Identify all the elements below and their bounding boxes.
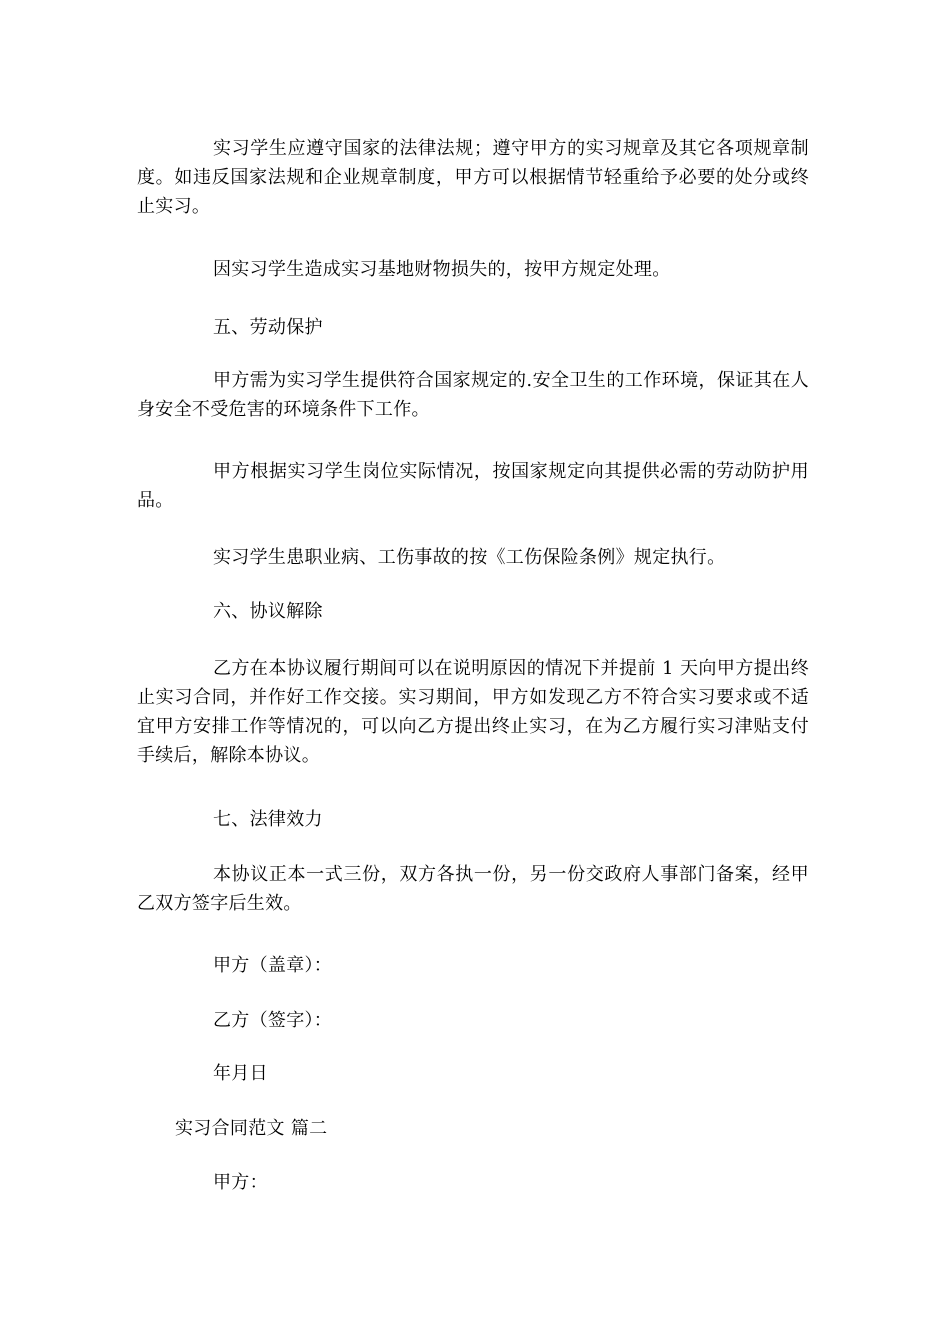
section-heading-part-two: 实习合同范文 篇二 (175, 1118, 328, 1139)
paragraph-injury-insurance: 实习学生患职业病、工伤事故的按《工伤保险条例》规定执行。 (213, 547, 726, 568)
heading-labor-protection: 五、劳动保护 (213, 317, 323, 338)
paragraph-rules-compliance: 实习学生应遵守国家的法律法规；遵守甲方的实习规章及其它各项规章制度。如违反国家法规和企业规章制度，甲方可以根据情节轻重给予必要的处分或终止实习。 (137, 138, 809, 217)
signature-party-a: 甲方（盖章）： (213, 955, 333, 976)
heading-legal-effect: 七、法律效力 (213, 809, 323, 830)
paragraph-protective-equipment: 甲方根据实习学生岗位实际情况，按国家规定向其提供必需的劳动防护用品。 (137, 461, 809, 511)
signature-party-b: 乙方（签字）： (213, 1010, 333, 1031)
paragraph-copies: 本协议正本一式三份，双方各执一份，另一份交政府人事部门备案，经甲乙双方签字后生效。 (137, 864, 809, 914)
paragraph-work-environment: 甲方需为实习学生提供符合国家规定的.安全卫生的工作环境，保证其在人身安全不受危害的环境条件下工作。 (137, 370, 809, 420)
date-line: 年月日 (213, 1063, 268, 1084)
paragraph-property-loss: 因实习学生造成实习基地财物损失的，按甲方规定处理。 (213, 259, 671, 280)
heading-termination: 六、协议解除 (213, 601, 323, 622)
party-a-line: 甲方： (213, 1172, 268, 1193)
paragraph-termination-terms: 乙方在本协议履行期间可以在说明原因的情况下并提前 1 天向甲方提出终止实习合同，并作好工作交接。实习期间，甲方如发现乙方不符合实习要求或不适宜甲方安排工作等情况的，可以向乙方提出终止实习，在为乙方履行实习津贴支付手续后，解除本协议。 (137, 658, 809, 766)
